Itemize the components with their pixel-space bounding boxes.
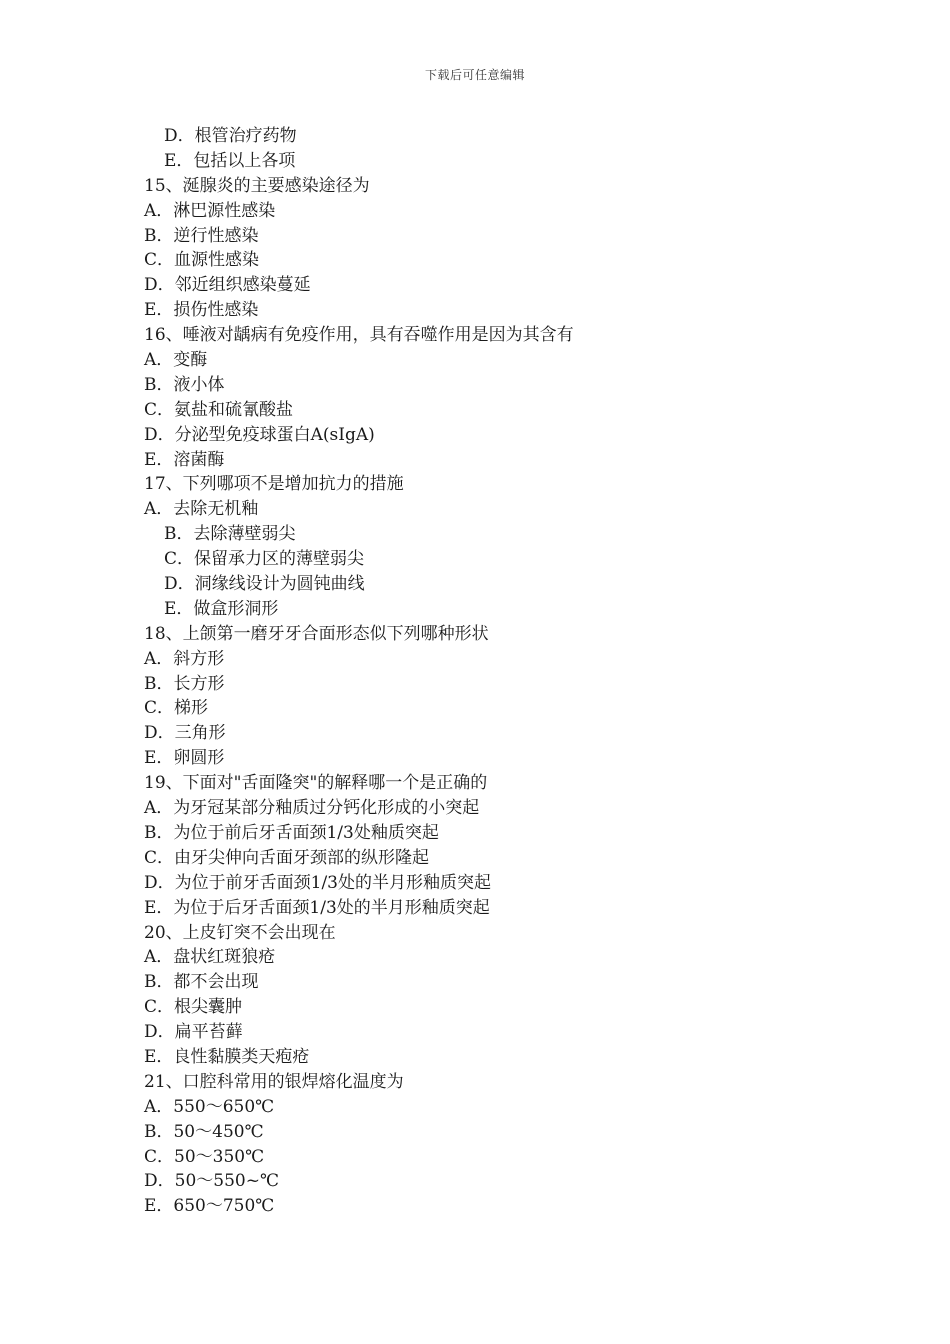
page-header: 下载后可任意编辑: [424, 68, 525, 82]
text-line: A．盘状红斑狼疮: [144, 947, 276, 968]
text-line: B．逆行性感染: [144, 225, 259, 246]
text-line: E．溶菌酶: [144, 449, 225, 470]
text-line: E．包括以上各项: [164, 150, 296, 171]
text-line: C．血源性感染: [144, 250, 260, 271]
text-line: A．去除无机釉: [144, 499, 259, 520]
text-line: D．洞缘线设计为圆钝曲线: [164, 574, 365, 595]
text-line: 16、唾液对龋病有免疫作用，具有吞噬作用是因为其含有: [144, 325, 574, 346]
text-line: B．都不会出现: [144, 972, 259, 993]
text-line: B．为位于前后牙舌面颈1/3处釉质突起: [144, 822, 439, 843]
text-line: E．为位于后牙舌面颈1/3处的半月形釉质突起: [144, 897, 490, 918]
text-line: A．为牙冠某部分釉质过分钙化形成的小突起: [144, 798, 480, 819]
text-line: B．50～450℃: [144, 1121, 264, 1142]
text-line: D．为位于前牙舌面颈1/3处的半月形釉质突起: [144, 872, 491, 893]
text-line: E．650～750℃: [144, 1196, 275, 1217]
text-line: B．长方形: [144, 673, 225, 694]
text-line: D．根管治疗药物: [164, 126, 297, 146]
document-body: [144, 124, 844, 1219]
text-line: 18、上颌第一磨牙牙合面形态似下列哪种形状: [144, 623, 489, 644]
text-line: B．液小体: [144, 374, 225, 395]
text-line: D．三角形: [144, 723, 226, 744]
text-line: A．550～650℃: [144, 1096, 275, 1117]
text-line: A．斜方形: [144, 648, 225, 669]
text-line: C．保留承力区的薄壁弱尖: [164, 549, 365, 570]
text-line: D．50～550~℃: [144, 1171, 279, 1192]
text-line: C．氨盐和硫氰酸盐: [144, 399, 294, 420]
text-line: E．做盒形洞形: [164, 598, 279, 619]
text-line: C．由牙尖伸向舌面牙颈部的纵形隆起: [144, 847, 430, 868]
text-line: C．50～350℃: [144, 1146, 265, 1167]
text-line: B．去除薄壁弱尖: [164, 524, 296, 545]
text-line: 20、上皮钉突不会出现在: [144, 922, 336, 943]
text-line: 15、涎腺炎的主要感染途径为: [144, 175, 370, 196]
text-line: E．卵圆形: [144, 748, 225, 769]
text-line: D．扁平苔藓: [144, 1022, 243, 1043]
text-line: A．变酶: [144, 350, 208, 371]
text-line: 19、下面对"舌面隆突"的解释哪一个是正确的: [144, 773, 488, 794]
text-line: 17、下列哪项不是增加抗力的措施: [144, 474, 404, 495]
text-line: E．良性黏膜类天疱疮: [144, 1046, 310, 1067]
text-line: C．梯形: [144, 698, 209, 719]
text-line: 21、口腔科常用的银焊熔化温度为: [144, 1071, 404, 1092]
text-line: E．损伤性感染: [144, 300, 259, 321]
text-line: A．淋巴源性感染: [144, 200, 276, 221]
text-line: D．分泌型免疫球蛋白A(sIgA): [144, 424, 375, 445]
text-line: C．根尖囊肿: [144, 997, 243, 1018]
text-line: D．邻近组织感染蔓延: [144, 275, 311, 296]
